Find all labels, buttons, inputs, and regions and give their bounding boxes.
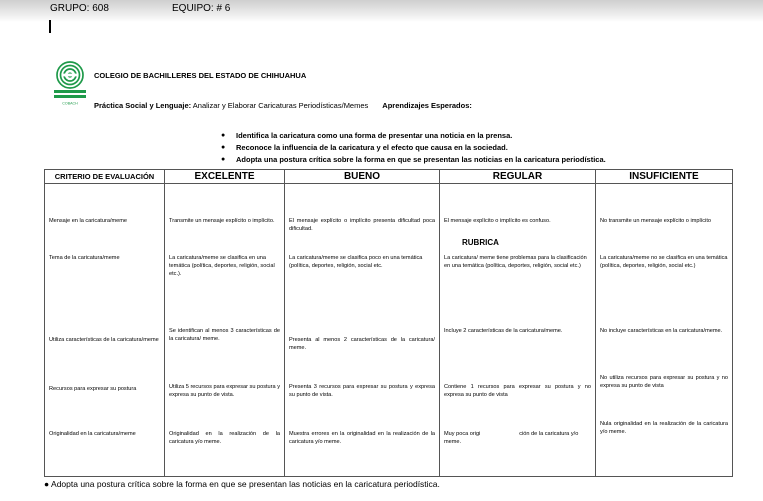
top-bar: [0, 0, 763, 22]
bueno-column: [285, 184, 440, 477]
regular-cell: La caricatura/ meme tiene problemas para la clasificación en una temática (política, deportes, religión, social etc.): [444, 255, 587, 270]
regular-column: [440, 184, 596, 477]
regular-cell: Incluye 2 características de la caricatura/meme.: [444, 328, 563, 334]
footer-note: ● Adopta una postura crítica sobre la forma en que se presentan las noticias en la caricatura periodística.: [44, 479, 440, 489]
bueno-cell: Presenta 3 recursos para expresar su postura y expresa su punto de vista.: [289, 384, 435, 399]
insuficiente-cell: No transmite un mensaje explícito o implícito: [600, 218, 711, 224]
learning-outcomes: [221, 130, 606, 166]
regular-cell: El mensaje explícito o implícito es confuso.: [444, 218, 551, 224]
regular-cell: Contiene 1 recursos para expresar su postura y no expresa su punto de vista: [444, 384, 591, 399]
school-name: COLEGIO DE BACHILLERES DEL ESTADO DE CHIHUAHUA: [94, 71, 307, 80]
practice-label: Práctica Social y Lenguaje:: [94, 101, 192, 110]
criteria-column: [45, 184, 165, 477]
insuficiente-column: [596, 184, 733, 477]
outcome-item: ● Identifica la caricatura como una forma de presentar una noticia en la prensa.: [221, 130, 606, 142]
insuficiente-cell: No utiliza recursos para expresar su postura y no expresa su punto de vista: [600, 375, 728, 390]
logo-caption: COBACH: [62, 101, 78, 106]
header-regular: REGULAR: [440, 170, 596, 184]
bueno-cell: El mensaje explícito o implícito presenta dificultad poca dificultad.: [289, 218, 435, 233]
aprendizajes-label: Aprendizajes Esperados:: [382, 101, 472, 110]
excelente-cell: Utiliza 5 recursos para expresar su postura y expresa su punto de vista.: [169, 384, 280, 399]
insuficiente-cell: Nula originalidad en la realización de la caricatura y/o meme.: [600, 421, 728, 436]
criterion-cell: Mensaje en la caricatura/meme: [49, 218, 128, 224]
practice-line: [94, 101, 472, 110]
practice-text: Analizar y Elaborar Caricaturas Periodísticas/Memes: [191, 101, 369, 110]
bueno-cell: La caricatura/meme se clasifica poco en una temática (política, deportes, religión, social etc.: [289, 255, 423, 270]
outcome-item: ● Adopta una postura crítica sobre la forma en que se presentan las noticias en la caricatura periodística.: [221, 154, 606, 166]
bueno-cell: Presenta al menos 2 características de la caricatura/ meme.: [289, 337, 435, 352]
outcome-item: ● Reconoce la influencia de la caricatura y el efecto que causa en la sociedad.: [221, 142, 606, 154]
excelente-cell: Originalidad en la realización de la caricatura y/o meme.: [169, 431, 280, 446]
header-criterio: CRITERIO DE EVALUACIÓN: [45, 170, 165, 184]
excelente-cell: Transmite un mensaje explícito o implícito.: [169, 218, 275, 224]
excelente-column: [165, 184, 285, 477]
excelente-cell: Se identifican al menos 3 características de la caricatura/ meme.: [169, 328, 280, 343]
rubrica-label: RUBRICA: [462, 238, 499, 247]
criterion-cell: Originalidad en la caricatura/meme: [49, 431, 136, 437]
table-header-row: [45, 170, 733, 184]
header-insuficiente: INSUFICIENTE: [596, 170, 733, 184]
table-row: [45, 184, 733, 477]
rubric-table: [44, 169, 733, 477]
equipo-label: EQUIPO: # 6: [172, 3, 231, 14]
header-excelente: EXCELENTE: [165, 170, 285, 184]
insuficiente-cell: La caricatura/meme no se clasifica en una temática (política, deportes, religión, social etc.): [600, 255, 728, 270]
cobach-logo-icon: [50, 60, 90, 106]
text-cursor[interactable]: [49, 20, 51, 33]
header-bueno: BUENO: [285, 170, 440, 184]
criterion-cell: Utiliza características de la caricatura/meme: [49, 337, 159, 343]
insuficiente-cell: No incluye características en la caricatura/meme.: [600, 328, 723, 334]
footer-text: Adopta una postura crítica sobre la forma en que se presentan las noticias en la caricatura periodística.: [51, 479, 440, 489]
criterion-cell: Tema de la caricatura/meme: [49, 255, 120, 261]
grupo-label: GRUPO: 608: [50, 3, 109, 14]
bueno-cell: Muestra errores en la originalidad en la realización de la caricatura y/o meme.: [289, 431, 435, 446]
excelente-cell: La caricatura/meme se clasifica en una temática (política, deportes, religión, social etc.).: [169, 255, 275, 278]
regular-cell: Muy poca origi ción de la caricatura y/o meme.: [444, 431, 580, 446]
criterion-cell: Recursos para expresar su postura: [49, 386, 137, 392]
